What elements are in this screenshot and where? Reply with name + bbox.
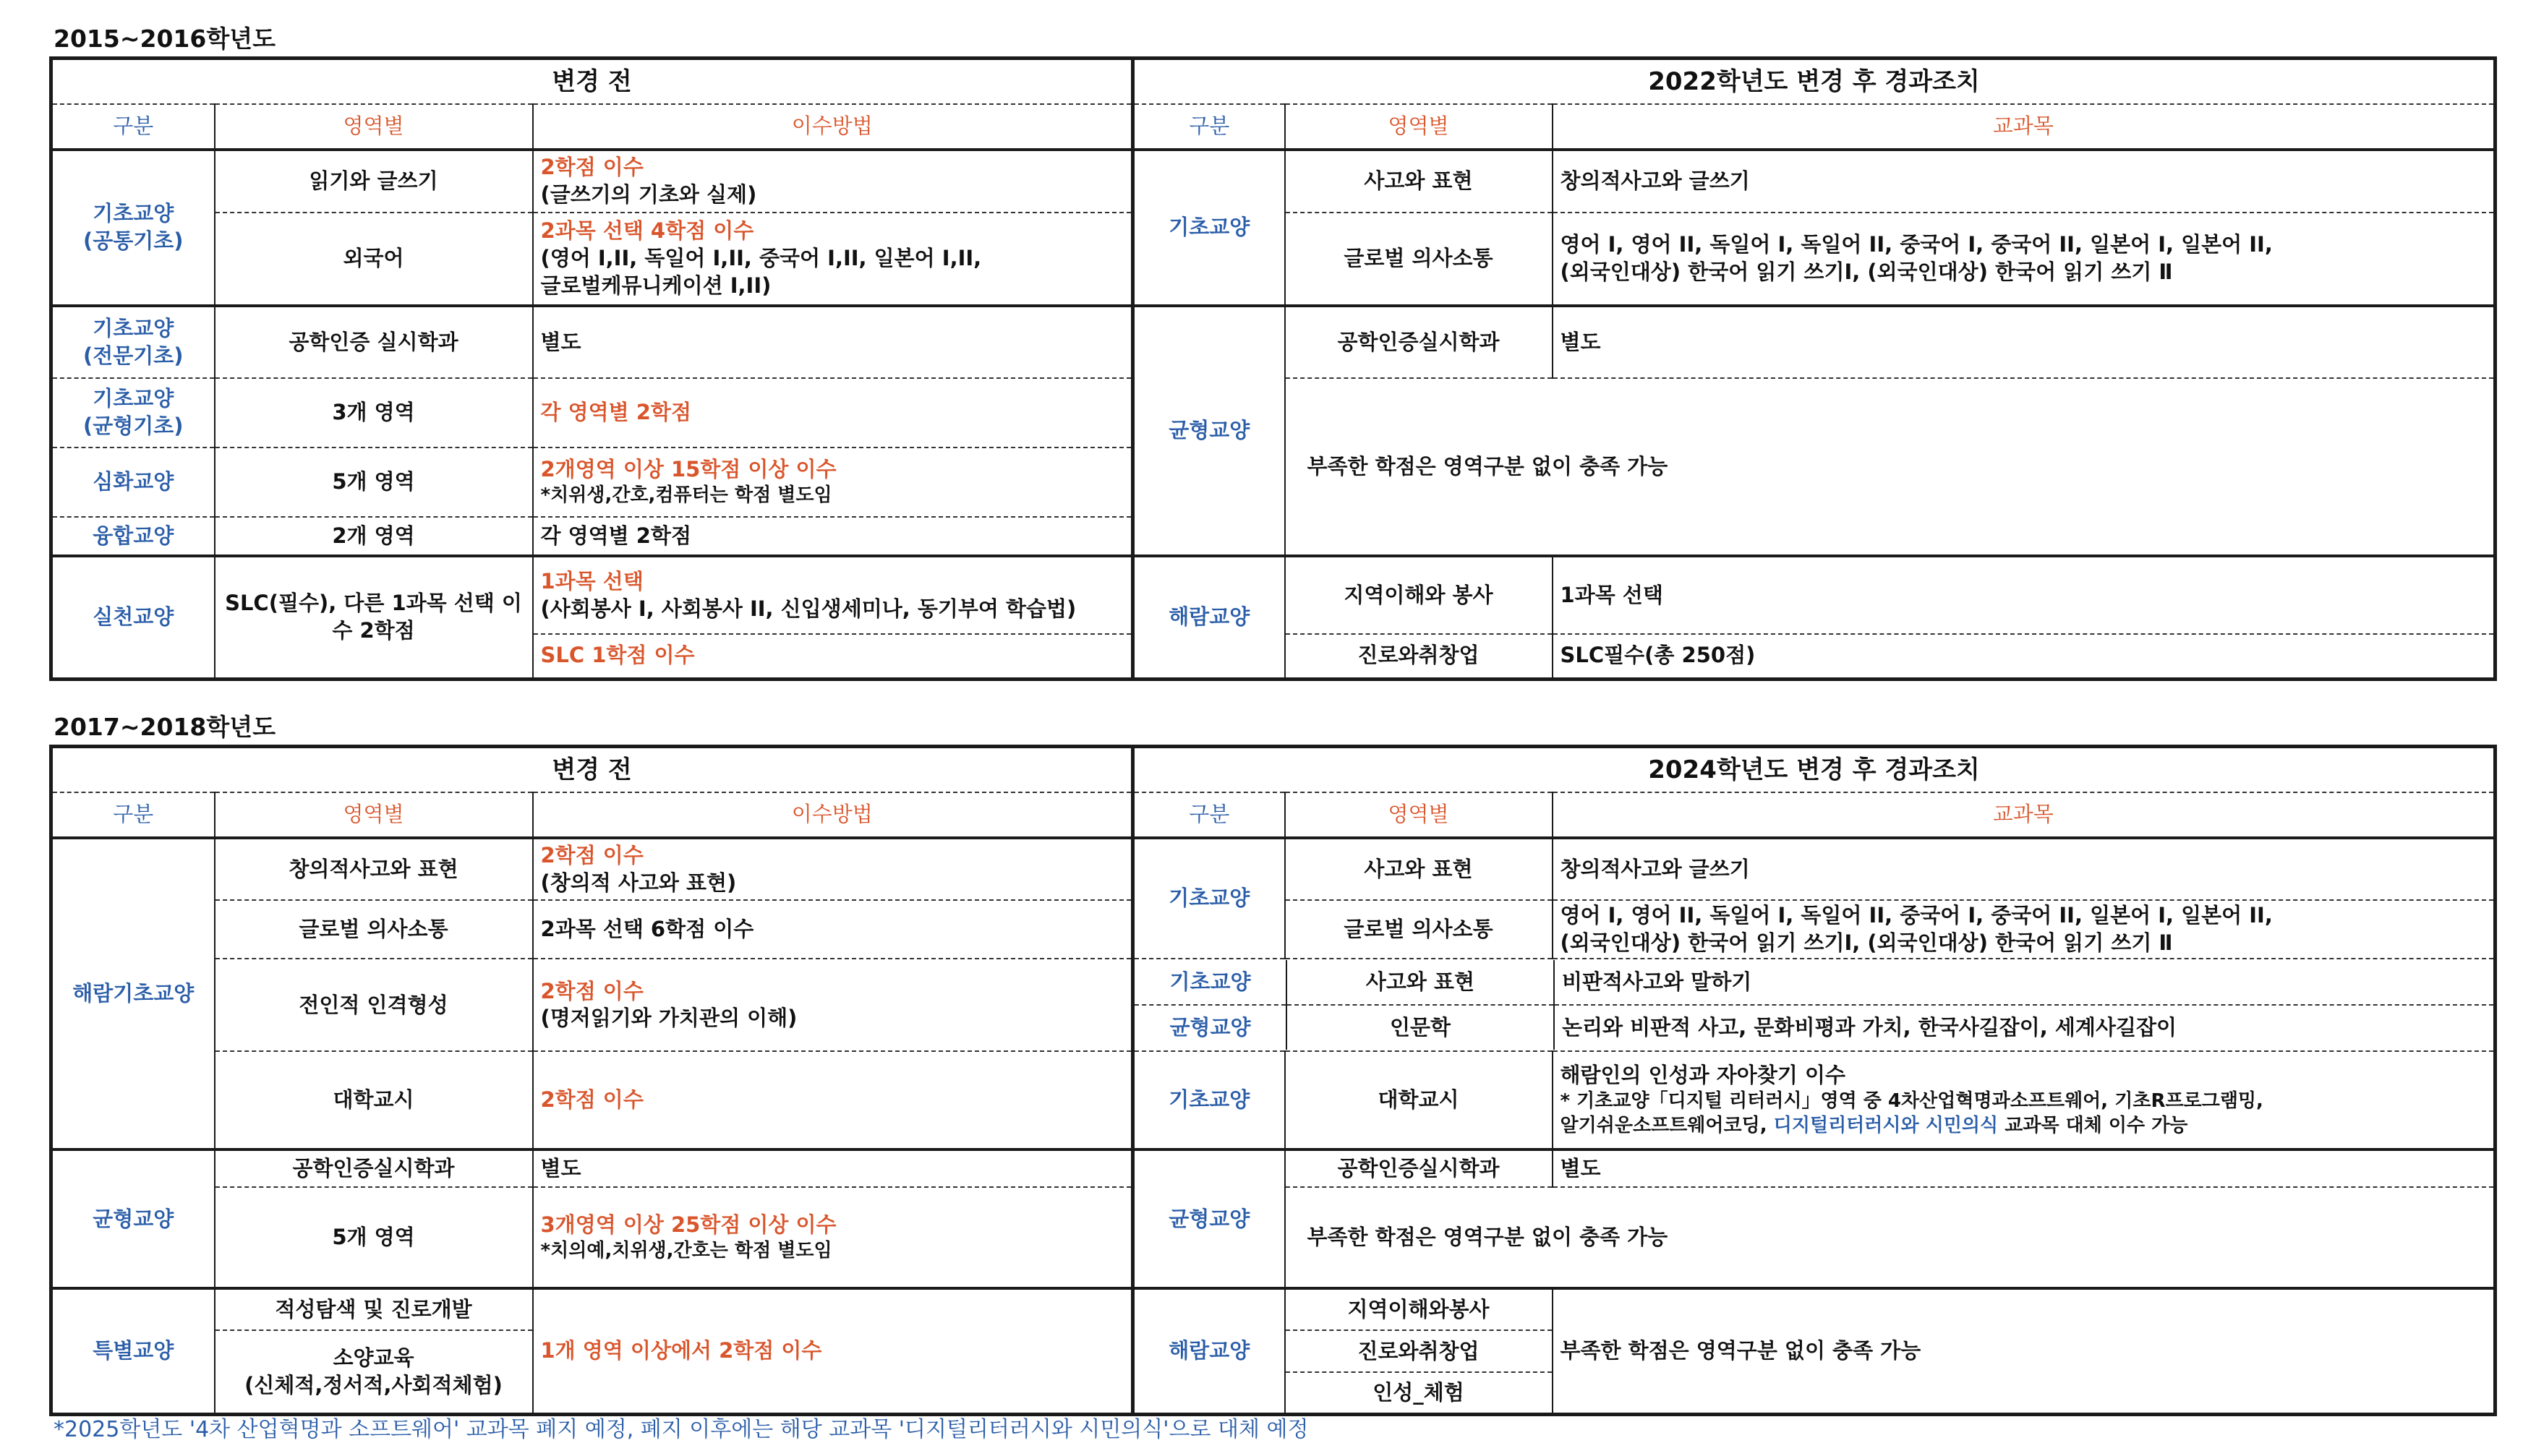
method-cell [533, 556, 1133, 634]
subject-cell: 부족한 학점은 영역구분 없이 충족 가능 [1285, 378, 2496, 556]
right-split-cell [1133, 959, 2496, 1051]
subject-highlight: 디지털리터러시와 시민의식 [1773, 1114, 1999, 1136]
method-cell [533, 447, 1133, 517]
group-basic-balance: 기초교양 (균형기초) [51, 378, 215, 447]
group-right-balance-2: 균형교양 [1133, 1149, 1285, 1288]
col-gubun: 구분 [51, 792, 215, 838]
method-cell: SLC 1학점 이수 [533, 634, 1133, 679]
area-cell: 2개 영역 [215, 517, 533, 556]
area-cell-right: 글로벌 의사소통 [1285, 213, 1553, 306]
group-basic-major: 기초교양 (전문기초) [51, 306, 215, 378]
column-header-row [51, 792, 2496, 838]
area-cell: 공학인증 실시학과 [215, 306, 533, 378]
method-cell: 각 영역별 2학점 [533, 517, 1133, 556]
group-right-balance-1: 균형교양 [1135, 1005, 1286, 1050]
area-cell: SLC(필수), 다른 1과목 선택 이 수 2학점 [215, 556, 533, 679]
subject-cell: 비판적사고와 말하기 [1554, 960, 2493, 1005]
section-title-2017: 2017~2018학년도 [54, 713, 276, 741]
subject-cell: 부족한 학점은 영역구분 없이 충족 가능 [1285, 1187, 2496, 1288]
left-header: 변경 전 [51, 747, 1133, 793]
area-cell-right: 사고와 표현 [1285, 838, 1553, 900]
method-cell [533, 959, 1133, 1051]
method-note: *치의예,치위생,간호는 학점 별도임 [540, 1239, 832, 1262]
area-cell-right: 공학인증실시학과 [1285, 306, 1553, 378]
method-cell [533, 838, 1133, 900]
group-balance: 균형교양 [51, 1149, 215, 1288]
area-cell: 3개 영역 [215, 378, 533, 447]
header-row [51, 747, 2496, 793]
method-credit: 2학점 이수 [540, 842, 644, 868]
method-course: (글쓰기의 기초와 실제) [540, 182, 757, 207]
group-advanced: 심화교양 [51, 447, 215, 517]
area-cell: 적성탐색 및 진로개발 [215, 1288, 533, 1330]
method-credit: 2학점 이수 [540, 155, 644, 180]
table-2017-2018 [49, 745, 2497, 1416]
area-cell-right: 지역이해와 봉사 [1285, 556, 1553, 634]
group-practice: 실천교양 [51, 556, 215, 679]
table-row [51, 556, 2496, 634]
table-2015-2016 [49, 56, 2497, 681]
area-cell: 글로벌 의사소통 [215, 900, 533, 959]
left-header: 변경 전 [51, 59, 1133, 105]
area-cell: 읽기와 글쓰기 [215, 150, 533, 213]
method-credit: 2과목 선택 4학점 이수 [540, 218, 754, 244]
group-right-haeram: 해람교양 [1133, 556, 1285, 679]
table-row [51, 1051, 2496, 1149]
method-cell [533, 150, 1133, 213]
right-header: 2022학년도 변경 후 경과조치 [1133, 59, 2496, 105]
col-method: 이수방법 [533, 792, 1133, 838]
group-basic-common: 기초교양 (공통기초) [51, 150, 215, 306]
area-cell-right: 사고와 표현 [1286, 960, 1554, 1005]
method-course: (창의적 사고와 표현) [540, 870, 737, 895]
method-cell: 각 영역별 2학점 [533, 378, 1133, 447]
method-course: (사회봉사 I, 사회봉사 II, 신입생세미나, 동기부여 학습법) [540, 596, 1077, 621]
col-subject: 교과목 [1553, 792, 2496, 838]
table-row [51, 150, 2496, 213]
table-row [51, 838, 2496, 900]
method-credit: 1과목 선택 [540, 568, 644, 594]
method-credit: 2개영역 이상 15학점 이상 이수 [540, 457, 837, 482]
group-right-basic-3: 기초교양 [1133, 1051, 1285, 1149]
method-cell [533, 213, 1133, 306]
method-cell: 2학점 이수 [533, 1051, 1133, 1149]
area-cell: 소양교육 (신체적,정서적,사회적체험) [215, 1330, 533, 1414]
area-cell-right: 진로와취창업 [1285, 1330, 1553, 1372]
table-row [51, 306, 2496, 378]
method-cell: 별도 [533, 306, 1133, 378]
group-special: 특별교양 [51, 1288, 215, 1414]
subject-cell: 1과목 선택 [1553, 556, 2496, 634]
area-cell-right: 대학교시 [1285, 1051, 1553, 1149]
method-course: (명저읽기와 가치관의 이해) [540, 1006, 798, 1031]
col-area-right: 영역별 [1285, 104, 1553, 150]
subject-cell: 영어 I, 영어 II, 독일어 I, 독일어 II, 중국어 I, 중국어 II, 일본어 I, 일본어 II, (외국인대상) 한국어 읽기 쓰기Ⅰ, (외국인대상) 한국어 읽기 쓰기 Ⅱ [1553, 900, 2496, 959]
header-row [51, 59, 2496, 105]
table-row [1135, 1005, 2493, 1050]
method-note: *치위생,간호,컴퓨터는 학점 별도임 [540, 484, 832, 506]
col-area-right: 영역별 [1285, 792, 1553, 838]
table-row [51, 959, 2496, 1051]
subject-cell: 창의적사고와 글쓰기 [1553, 150, 2496, 213]
group-right-basic-2: 기초교양 [1135, 960, 1286, 1005]
group-right-haeram: 해람교양 [1133, 1288, 1285, 1414]
area-cell: 공학인증실시학과 [215, 1149, 533, 1187]
subject-note: * 기초교양「디지털 리터러시」영역 중 4차산업혁명과소프트웨어, 기초R프로그램밍, [1560, 1089, 2263, 1112]
group-right-balance: 균형교양 [1133, 306, 1285, 556]
area-cell: 외국어 [215, 213, 533, 306]
subject-cell: 별도 [1553, 306, 2496, 378]
subject-note-text: 알기쉬운소프트웨어코딩, [1560, 1114, 1774, 1136]
area-cell-right: 진로와취창업 [1285, 634, 1553, 679]
col-gubun: 구분 [51, 104, 215, 150]
subject-note-text: 교과목 대체 이수 가능 [1998, 1114, 2188, 1136]
method-cell [533, 1187, 1133, 1288]
subject-cell [1553, 1051, 2496, 1149]
area-cell: 5개 영역 [215, 447, 533, 517]
table-row [51, 1288, 2496, 1330]
group-right-basic: 기초교양 [1133, 150, 1285, 306]
area-cell-right: 공학인증실시학과 [1285, 1149, 1553, 1187]
method-course: (영어 I,II, 독일어 I,II, 중국어 I,II, 일본어 I,II, 글로벌케뮤니케이션 I,II) [540, 246, 982, 298]
group-haeram-basic: 해람기초교양 [51, 838, 215, 1149]
col-gubun-right: 구분 [1133, 792, 1285, 838]
col-subject: 교과목 [1553, 104, 2496, 150]
method-cell: 별도 [533, 1149, 1133, 1187]
col-area: 영역별 [215, 104, 533, 150]
group-convergence: 융합교양 [51, 517, 215, 556]
subject-cell: 논리와 비판적 사고, 문화비평과 가치, 한국사길잡이, 세계사길잡이 [1554, 1005, 2493, 1050]
area-cell: 창의적사고와 표현 [215, 838, 533, 900]
method-cell: 2과목 선택 6학점 이수 [533, 900, 1133, 959]
table-row [1135, 960, 2493, 1005]
area-cell-right: 인문학 [1286, 1005, 1554, 1050]
method-cell: 1개 영역 이상에서 2학점 이수 [533, 1288, 1133, 1414]
col-area: 영역별 [215, 792, 533, 838]
subject-note-2 [1561, 1114, 2487, 1139]
method-credit: 2학점 이수 [540, 978, 644, 1003]
col-gubun-right: 구분 [1133, 104, 1285, 150]
area-cell-right: 사고와 표현 [1285, 150, 1553, 213]
method-credit: 3개영역 이상 25학점 이상 이수 [540, 1212, 837, 1238]
column-header-row [51, 104, 2496, 150]
right-split-table [1135, 960, 2493, 1050]
subject-cell: 부족한 학점은 영역구분 없이 충족 가능 [1553, 1288, 2496, 1414]
area-cell: 전인적 인격형성 [215, 959, 533, 1051]
col-method: 이수방법 [533, 104, 1133, 150]
table-row [51, 1149, 2496, 1187]
subject-cell: 영어 I, 영어 II, 독일어 I, 독일어 II, 중국어 I, 중국어 II, 일본어 I, 일본어 II, (외국인대상) 한국어 읽기 쓰기Ⅰ, (외국인대상) 한국어 읽기 쓰기 Ⅱ [1553, 213, 2496, 306]
group-right-basic: 기초교양 [1133, 838, 1285, 959]
area-cell-right: 인성_체험 [1285, 1372, 1553, 1414]
right-header: 2024학년도 변경 후 경과조치 [1133, 747, 2496, 793]
area-cell: 대학교시 [215, 1051, 533, 1149]
section-title-2015: 2015~2016학년도 [54, 25, 276, 53]
area-cell-right: 지역이해와봉사 [1285, 1288, 1553, 1330]
subject-cell: 창의적사고와 글쓰기 [1553, 838, 2496, 900]
footnote: *2025학년도 '4차 산업혁명과 소프트웨어' 교과목 폐지 예정, 폐지 이후에는 해당 교과목 '디지털리터러시와 시민의식'으로 대체 예정 [54, 1417, 1309, 1442]
area-cell: 5개 영역 [215, 1187, 533, 1288]
subject-cell: SLC필수(총 250점) [1553, 634, 2496, 679]
area-cell-right: 글로벌 의사소통 [1285, 900, 1553, 959]
subject-cell: 별도 [1553, 1149, 2496, 1187]
subject-line: 해람인의 인성과 자아찾기 이수 [1560, 1063, 1845, 1088]
